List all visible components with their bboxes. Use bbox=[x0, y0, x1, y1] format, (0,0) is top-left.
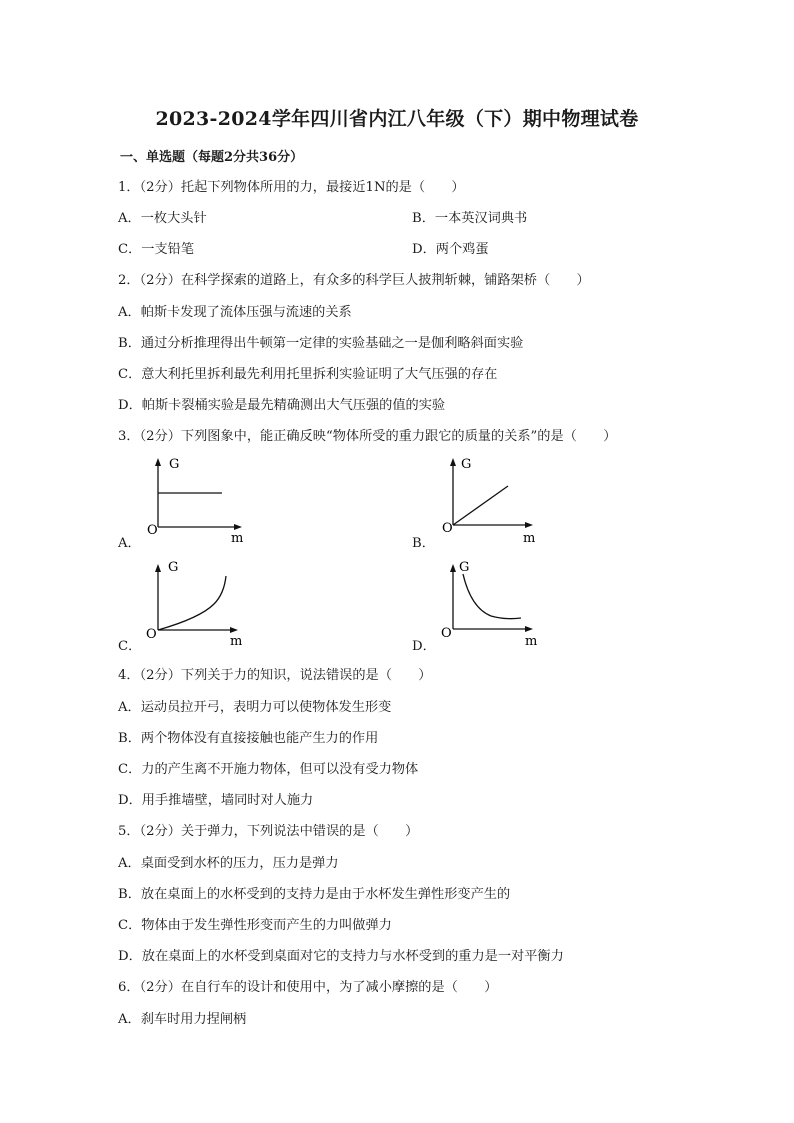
q4-option-d: D．用手推墙壁，墙同时对人施力 bbox=[118, 793, 314, 808]
q5-option-c: C．物体由于发生弹性形变而产生的力叫做弹力 bbox=[118, 918, 392, 933]
q6-stem: 6．（2分）在自行车的设计和使用中，为了减小摩擦的是（ ） bbox=[118, 980, 498, 995]
q5-option-b: B．放在桌面上的水杯受到的支持力是由于水杯发生弹性形变产生的 bbox=[118, 887, 511, 902]
q4-option-c: C．力的产生离不开施力物体，但可以没有受力物体 bbox=[118, 762, 419, 777]
q5-stem: 5．（2分）关于弹力，下列说法中错误的是（ ） bbox=[118, 824, 419, 839]
q3-graph-b bbox=[435, 452, 555, 552]
q1-option-d: D．两个鸡蛋 bbox=[412, 242, 489, 257]
q3-graph-c-origin: O bbox=[146, 627, 157, 642]
q3-option-c-letter: C． bbox=[118, 639, 142, 654]
q2-stem: 2．（2分）在科学探索的道路上，有众多的科学巨人披荆斩棘，铺路架桥（ ） bbox=[118, 273, 590, 288]
q2-option-d: D．帕斯卡裂桶实验是最先精确测出大气压强的值的实验 bbox=[118, 398, 446, 413]
q2-option-a: A．帕斯卡发现了流体压强与流速的关系 bbox=[118, 305, 352, 320]
q3-graph-d-y-label: G bbox=[459, 560, 470, 575]
q3-option-a-letter: A． bbox=[118, 536, 141, 551]
q3-stem: 3．（2分）下列图象中，能正确反映“物体所受的重力跟它的质量的关系”的是（ ） bbox=[118, 429, 617, 444]
q2-option-b: B．通过分析推理得出牛顿第一定律的实验基础之一是伽利略斜面实验 bbox=[118, 336, 524, 351]
q1-option-c: C．一支铅笔 bbox=[118, 242, 195, 257]
q3-graph-c bbox=[140, 556, 260, 656]
q3-graph-a-x-label: m bbox=[231, 531, 244, 546]
section-heading: 一、单选题（每题2分共36分） bbox=[120, 150, 304, 165]
q3-graph-d-x-label: m bbox=[525, 634, 538, 649]
q2-option-c: C．意大利托里拆利最先利用托里拆利实验证明了大气压强的存在 bbox=[118, 367, 498, 382]
q3-graph-c-y-label: G bbox=[168, 560, 179, 575]
q5-option-a: A．桌面受到水杯的压力，压力是弹力 bbox=[118, 856, 339, 871]
q4-option-a: A．运动员拉开弓，表明力可以使物体发生形变 bbox=[118, 700, 392, 715]
q1-stem: 1．（2分）托起下列物体所用的力，最接近1N的是（ ） bbox=[118, 180, 465, 195]
q3-graph-b-origin: O bbox=[442, 521, 453, 536]
q3-graph-a-y-label: G bbox=[169, 457, 180, 472]
q3-graph-b-y-label: G bbox=[461, 457, 472, 472]
q3-graph-a bbox=[140, 452, 260, 552]
exam-title: 2023-2024学年四川省内江八年级（下）期中物理试卷 bbox=[155, 108, 639, 130]
q3-graph-d-origin: O bbox=[441, 626, 452, 641]
q4-option-b: B．两个物体没有直接接触也能产生力的作用 bbox=[118, 731, 379, 746]
q3-option-d-letter: D． bbox=[412, 639, 436, 654]
q1-option-a: A．一枚大头针 bbox=[118, 211, 207, 226]
q3-graph-a-origin: O bbox=[147, 523, 158, 538]
q4-stem: 4．（2分）下列关于力的知识，说法错误的是（ ） bbox=[118, 668, 432, 683]
q3-option-b-letter: B． bbox=[412, 536, 435, 551]
q3-graph-c-x-label: m bbox=[230, 634, 243, 649]
q3-graph-b-x-label: m bbox=[523, 531, 536, 546]
q6-option-a: A．刹车时用力捏闸柄 bbox=[118, 1012, 247, 1027]
q1-option-b: B．一本英汉词典书 bbox=[412, 211, 528, 226]
q3-graph-d bbox=[435, 556, 555, 656]
q5-option-d: D．放在桌面上的水杯受到桌面对它的支持力与水杯受到的重力是一对平衡力 bbox=[118, 949, 564, 964]
